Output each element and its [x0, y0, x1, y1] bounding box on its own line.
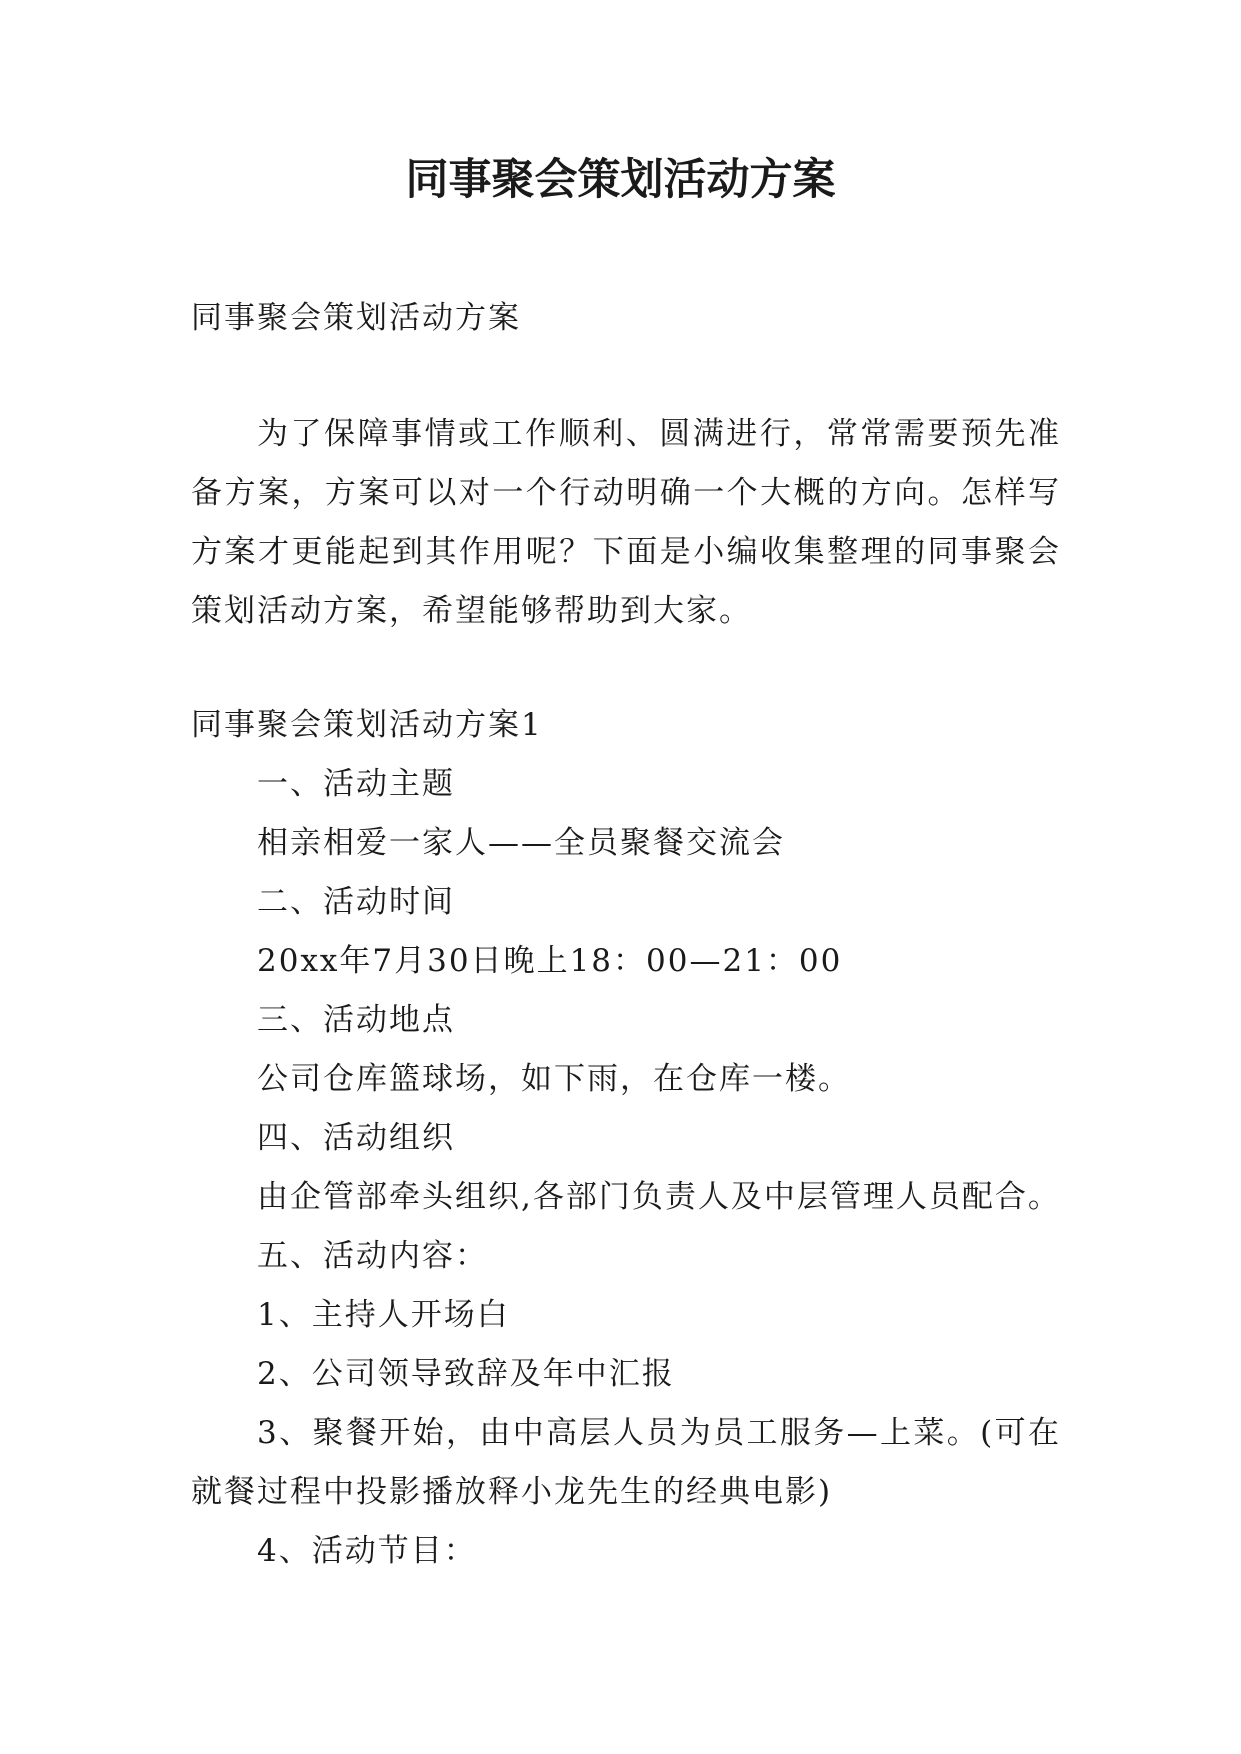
list-item: 1、主持人开场白	[257, 1297, 510, 1333]
document-title: 同事聚会策划活动方案	[405, 155, 836, 205]
section-list	[191, 696, 1061, 1581]
list-item: 一、活动主题	[257, 766, 455, 802]
list-item: 五、活动内容：	[257, 1238, 488, 1274]
list-item: 由企管部牵头组织,各部门负责人及中层管理人员配合。	[257, 1179, 1061, 1215]
list-item: 20xx年7月30日晚上18：00—21：00	[257, 943, 843, 979]
list-item: 二、活动时间	[257, 884, 455, 920]
list-item: 2、公司领导致辞及年中汇报	[257, 1356, 675, 1392]
section-title: 同事聚会策划活动方案1	[191, 707, 543, 743]
list-item: 三、活动地点	[257, 1002, 455, 1038]
list-item: 相亲相爱一家人——全员聚餐交流会	[257, 825, 785, 861]
list-item: 4、活动节目：	[257, 1533, 477, 1569]
document-subtitle: 同事聚会策划活动方案	[191, 300, 521, 336]
intro-paragraph: 为了保障事情或工作顺利、圆满进行，常常需要预先准备方案，方案可以对一个行动明确一个大概的方向。怎样写方案才更能起到其作用呢？下面是小编收集整理的同事聚会策划活动方案，希望能够帮助到大家。	[191, 416, 1061, 629]
list-item-wrapped: 3、聚餐开始，由中高层人员为员工服务—上菜。(可在就餐过程中投影播放释小龙先生的经典电影)	[191, 1415, 1061, 1510]
list-item: 公司仓库篮球场，如下雨，在仓库一楼。	[257, 1061, 851, 1097]
list-item: 四、活动组织	[257, 1120, 455, 1156]
